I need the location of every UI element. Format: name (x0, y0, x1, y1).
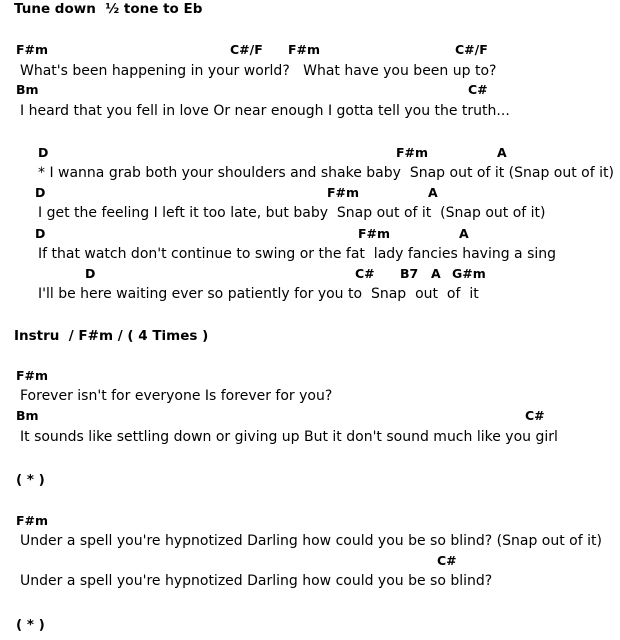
chord: D (38, 145, 49, 160)
chord: D (35, 185, 46, 200)
chord: F#m (16, 42, 49, 57)
chord: A (459, 226, 469, 241)
lyric-line: It sounds like settling down or giving up But it don't sound much like you girl (20, 429, 558, 445)
chord: C# (437, 553, 457, 568)
chord: A (428, 185, 438, 200)
chord: A (497, 145, 507, 160)
chord: B7 (400, 266, 419, 281)
chord: F#m (16, 368, 49, 383)
chord: F#m (327, 185, 360, 200)
chord: A (431, 266, 441, 281)
chorus-repeat-marker: ( * ) (16, 617, 45, 633)
chord: Bm (16, 408, 39, 423)
lyric-line: If that watch don't continue to swing or the fat lady fancies having a sing (38, 246, 557, 262)
chord: F#m (288, 42, 321, 57)
lyric-line: What's been happening in your world? What have you been up to? (20, 63, 497, 79)
chord: F#m (358, 226, 391, 241)
lyric-line: Forever isn't for everyone Is forever for you? (20, 388, 333, 404)
chord: C# (525, 408, 545, 423)
tuning-note: Tune down ½ tone to Eb (14, 1, 203, 17)
chord: C# (355, 266, 375, 281)
chord: Bm (16, 82, 39, 97)
chord: C#/F (455, 42, 488, 57)
lyric-line: Under a spell you're hypnotized Darling how could you be so blind? (Snap out of it) (20, 533, 602, 549)
lyric-line: Under a spell you're hypnotized Darling how could you be so blind? (20, 573, 493, 589)
chord: C#/F (230, 42, 263, 57)
chord: C# (468, 82, 488, 97)
chord: D (85, 266, 96, 281)
instrumental-line: Instru / F#m / ( 4 Times ) (14, 328, 209, 344)
chord: D (35, 226, 46, 241)
lyric-line: I get the feeling I left it too late, but baby Snap out of it (Snap out of it) (38, 205, 546, 221)
chorus-repeat-marker: ( * ) (16, 472, 45, 488)
lyric-line: I heard that you fell in love Or near enough I gotta tell you the truth... (20, 103, 510, 119)
lyric-line: * I wanna grab both your shoulders and shake baby Snap out of it (Snap out of it) (38, 165, 614, 181)
chord: F#m (16, 513, 49, 528)
chord: G#m (452, 266, 486, 281)
chord: F#m (396, 145, 429, 160)
lyric-line: I'll be here waiting ever so patiently for you to Snap out of it (38, 286, 479, 302)
